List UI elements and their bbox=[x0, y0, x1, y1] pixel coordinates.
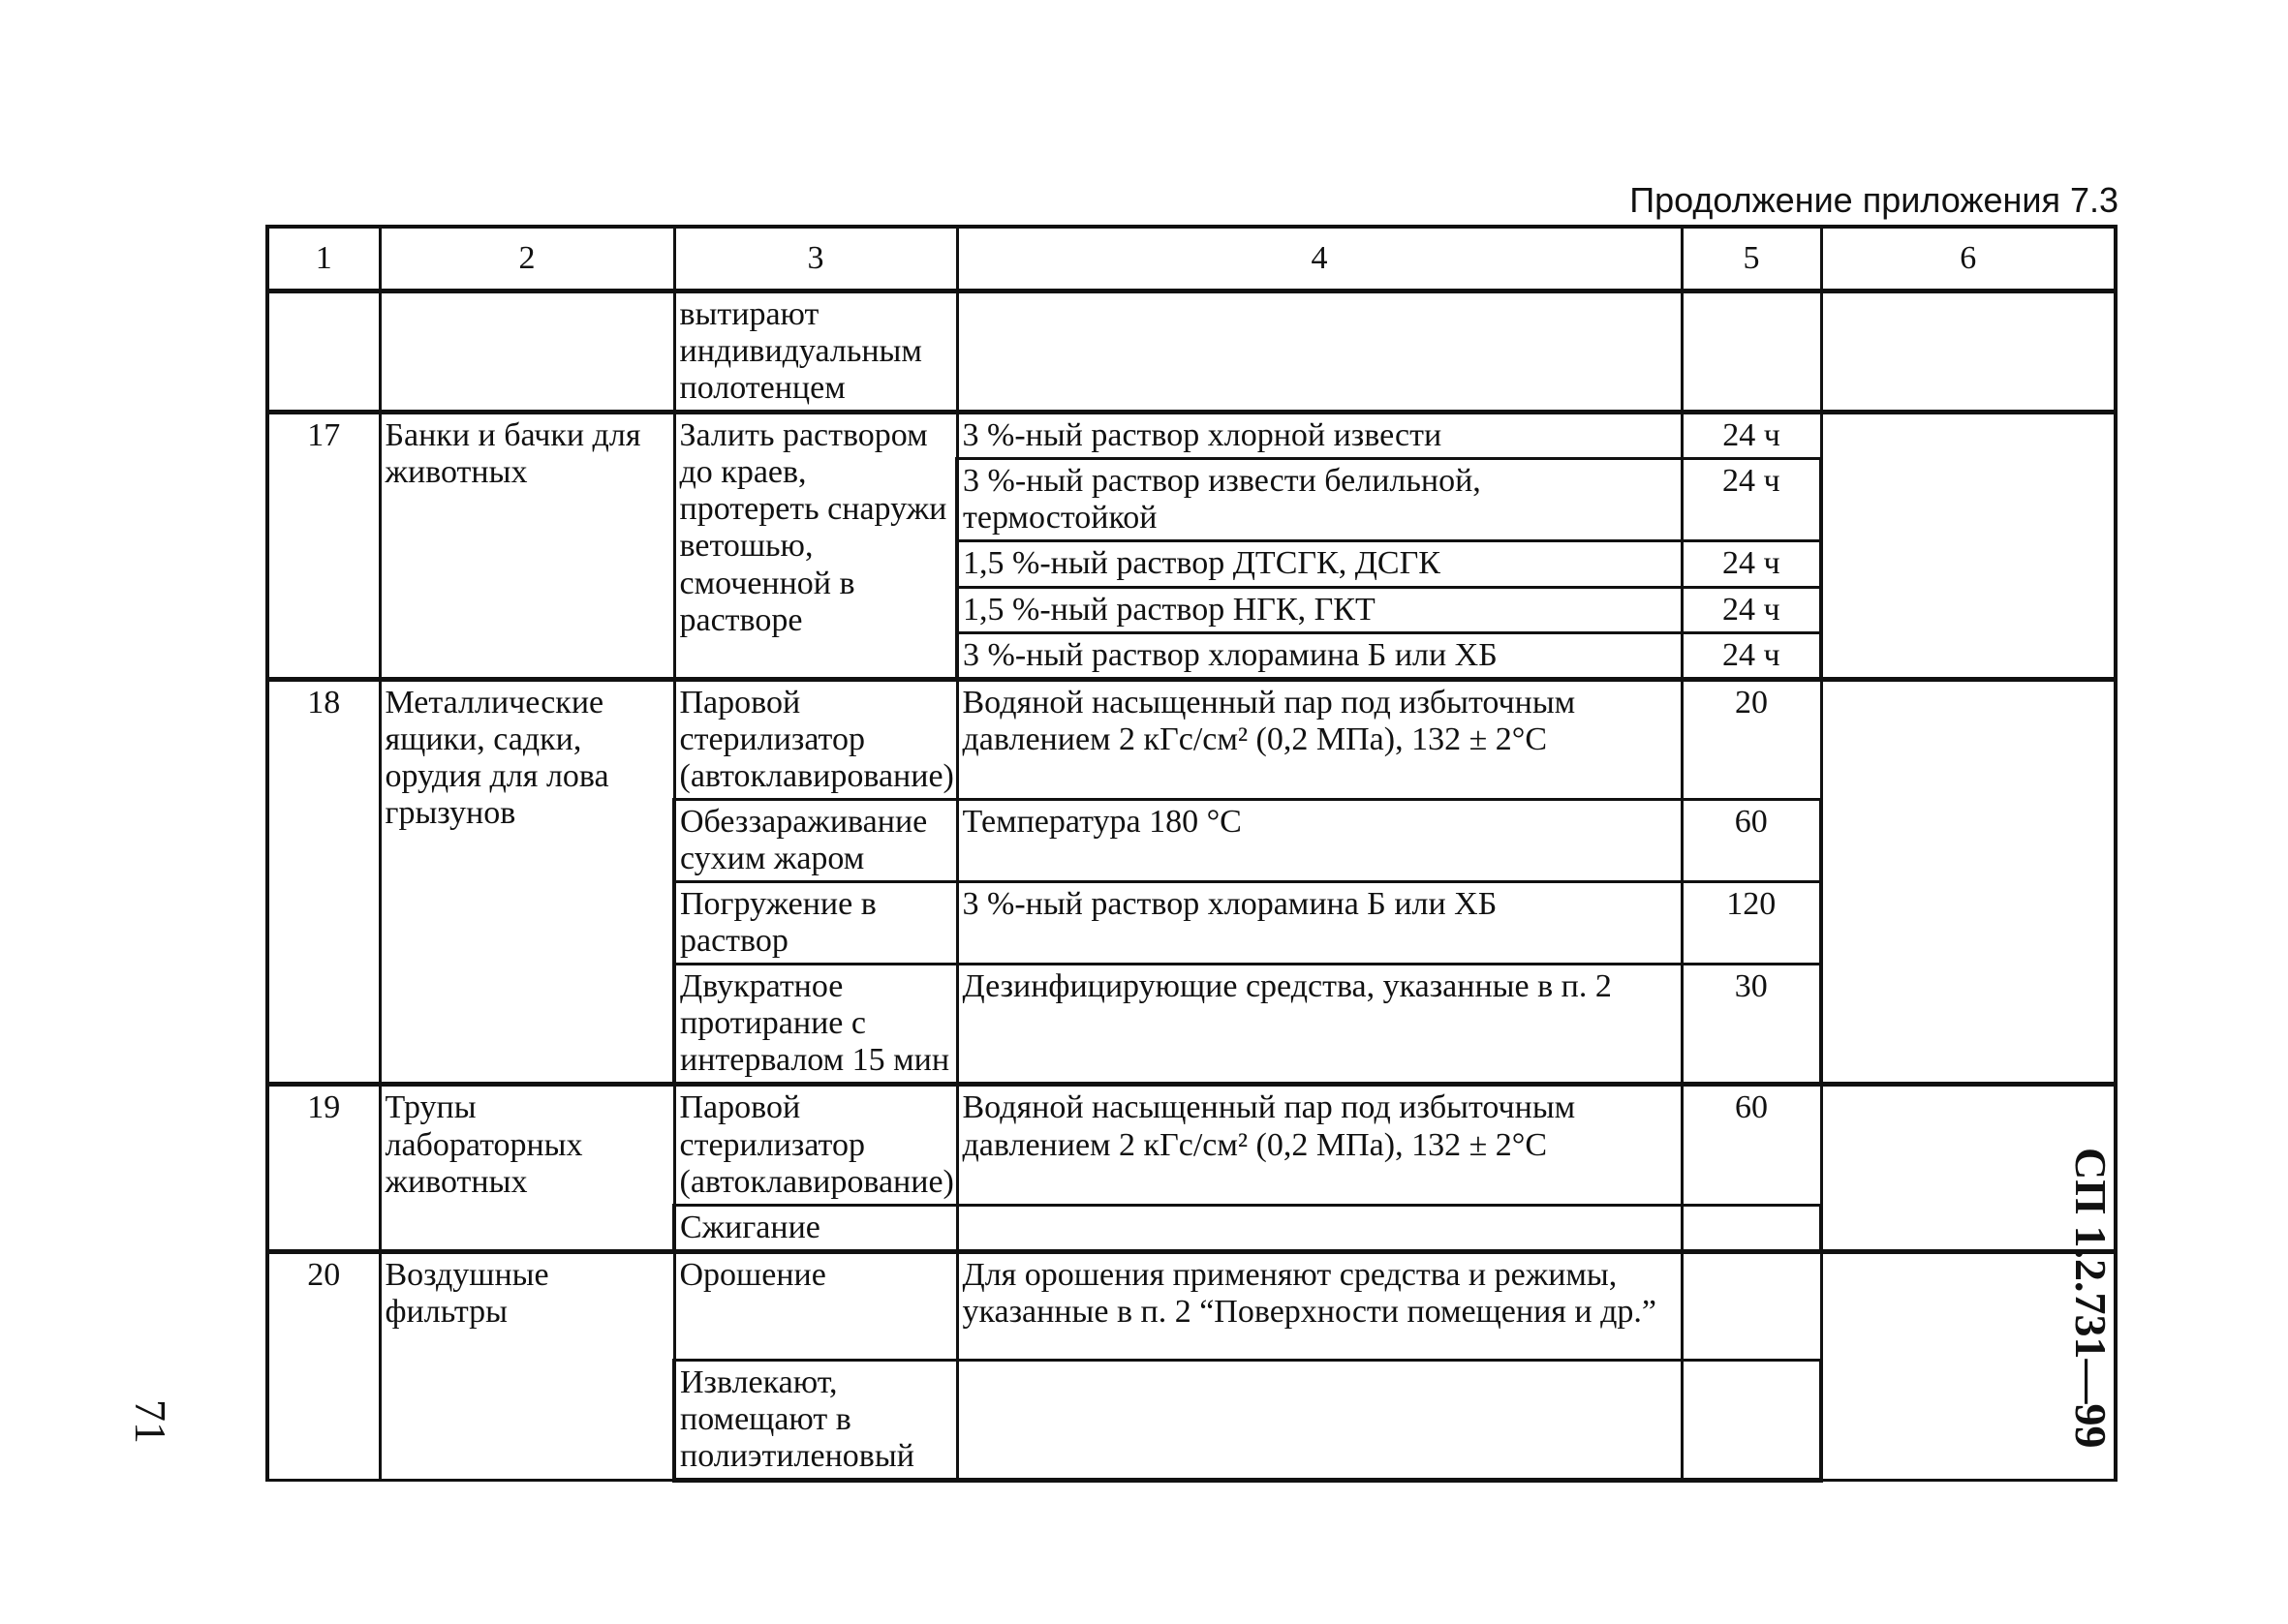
time-cell: 60 bbox=[1682, 1085, 1821, 1205]
cell bbox=[957, 291, 1682, 413]
cell bbox=[380, 291, 674, 413]
agent-cell bbox=[957, 1360, 1682, 1480]
row-number: 17 bbox=[267, 413, 380, 679]
table-row bbox=[267, 413, 2116, 459]
document-code: СП 1.2.731—99 bbox=[2066, 1148, 2116, 1449]
method-cell: Погружение в раствор bbox=[674, 882, 957, 965]
object-cell: Металлические ящики, садки, орудия для лова грызунов bbox=[380, 679, 674, 1085]
agent-cell: Водяной насыщенный пар под избыточным давлением 2 кГс/см² (0,2 МПа), 132 ± 2°С bbox=[957, 1085, 1682, 1205]
header-col-3: 3 bbox=[674, 227, 957, 291]
agent-cell: Дезинфицирующие средства, указанные в п. 2 bbox=[957, 965, 1682, 1085]
time-cell: 24 ч bbox=[1682, 587, 1821, 632]
header-col-1: 1 bbox=[267, 227, 380, 291]
agent-cell: 1,5 %-ный раствор ДТСГК, ДСГК bbox=[957, 541, 1682, 587]
method-cell: Сжигание bbox=[674, 1205, 957, 1251]
table-row bbox=[267, 679, 2116, 799]
row-number: 20 bbox=[267, 1251, 380, 1480]
method-cell: Двукратное протирание с интервалом 15 мин bbox=[674, 965, 957, 1085]
agent-cell: 3 %-ный раствор хлорамина Б или ХБ bbox=[957, 632, 1682, 679]
time-cell bbox=[1682, 1205, 1821, 1251]
method-cell: Паровой стерилизатор (автоклавирование) bbox=[674, 679, 957, 799]
header-col-4: 4 bbox=[957, 227, 1682, 291]
object-cell: Банки и бачки для животных bbox=[380, 413, 674, 679]
header-col-6: 6 bbox=[1821, 227, 2116, 291]
agent-cell: Водяной насыщенный пар под избыточным давлением 2 кГс/см² (0,2 МПа), 132 ± 2°С bbox=[957, 679, 1682, 799]
disinfection-table bbox=[265, 225, 2118, 1483]
agent-cell: 3 %-ный раствор хлорной извести bbox=[957, 413, 1682, 459]
time-cell: 24 ч bbox=[1682, 413, 1821, 459]
cell bbox=[1682, 291, 1821, 413]
table-caption: Продолжение приложения 7.3 bbox=[1629, 180, 2118, 220]
table-row bbox=[267, 1085, 2116, 1205]
time-cell: 60 bbox=[1682, 799, 1821, 881]
row-number: 18 bbox=[267, 679, 380, 1085]
time-cell: 24 ч bbox=[1682, 541, 1821, 587]
agent-cell: 3 %-ный раствор хлорамина Б или ХБ bbox=[957, 882, 1682, 965]
table-row bbox=[267, 1251, 2116, 1360]
cell bbox=[1821, 291, 2116, 413]
cell bbox=[267, 291, 380, 413]
notes-cell bbox=[1821, 413, 2116, 679]
table-row bbox=[267, 291, 2116, 413]
page-number: 71 bbox=[126, 1399, 175, 1444]
method-cell: вытирают индивидуальным полотенцем bbox=[674, 291, 957, 413]
method-cell: Орошение bbox=[674, 1251, 957, 1360]
time-cell: 120 bbox=[1682, 882, 1821, 965]
time-cell: 24 ч bbox=[1682, 459, 1821, 541]
method-cell: Залить раствором до краев, протереть снаружи ветошью, смоченной в растворе bbox=[674, 413, 957, 679]
time-cell bbox=[1682, 1360, 1821, 1480]
agent-cell: 1,5 %-ный раствор НГК, ГКТ bbox=[957, 587, 1682, 632]
notes-cell bbox=[1821, 679, 2116, 1085]
method-cell: Паровой стерилизатор (автоклавирование) bbox=[674, 1085, 957, 1205]
header-col-2: 2 bbox=[380, 227, 674, 291]
method-cell: Извлекают, помещают в полиэтиленовый bbox=[674, 1360, 957, 1480]
header-col-5: 5 bbox=[1682, 227, 1821, 291]
agent-cell: Для орошения применяют средства и режимы, указанные в п. 2 “Поверхности помещения и др.” bbox=[957, 1251, 1682, 1360]
time-cell bbox=[1682, 1251, 1821, 1360]
time-cell: 24 ч bbox=[1682, 632, 1821, 679]
agent-cell: Температура 180 °С bbox=[957, 799, 1682, 881]
time-cell: 30 bbox=[1682, 965, 1821, 1085]
object-cell: Воздушные фильтры bbox=[380, 1251, 674, 1480]
agent-cell: 3 %-ный раствор извести белильной, термостойкой bbox=[957, 459, 1682, 541]
header-row bbox=[267, 227, 2116, 291]
agent-cell bbox=[957, 1205, 1682, 1251]
object-cell: Трупы лабораторных животных bbox=[380, 1085, 674, 1251]
method-cell: Обеззараживание сухим жаром bbox=[674, 799, 957, 881]
time-cell: 20 bbox=[1682, 679, 1821, 799]
row-number: 19 bbox=[267, 1085, 380, 1251]
